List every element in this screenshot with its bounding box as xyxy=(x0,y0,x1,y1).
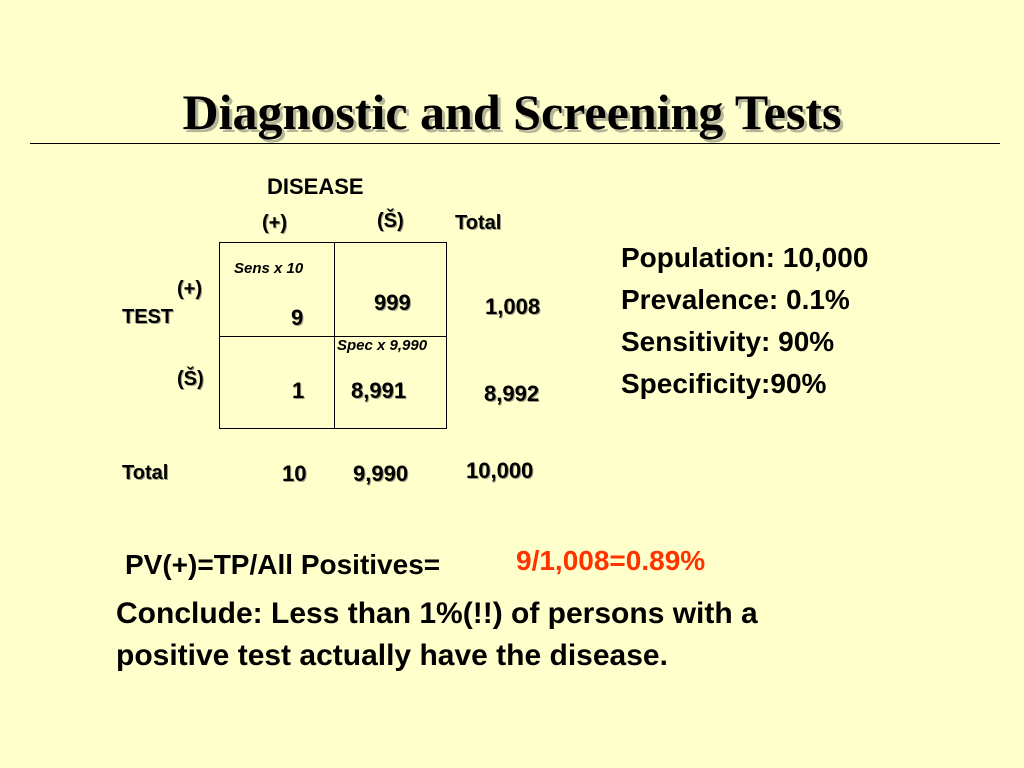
title-divider xyxy=(30,143,1000,144)
col-header-total: Total xyxy=(455,212,502,234)
grid-center-line xyxy=(334,242,335,429)
conclusion-text: Conclude: Less than 1%(!!) of persons with a positive test actually have the disease. xyxy=(116,597,758,672)
false-negative-cell: 1 xyxy=(292,378,305,403)
true-negative-cell: 8,991 xyxy=(351,378,407,403)
col-header-negative: (Š) xyxy=(377,210,404,232)
disease-header: DISEASE xyxy=(267,174,364,199)
specificity-stat: Specificity:90% xyxy=(621,368,827,399)
col-header-positive: (+) xyxy=(262,212,287,234)
positive-test-total: 1,008 xyxy=(485,294,541,319)
statistics-list xyxy=(621,237,868,405)
disease-negative-total: 9,990 xyxy=(353,461,409,486)
row-header-positive: (+) xyxy=(177,278,202,300)
pv-result: 9/1,008=0.89% xyxy=(516,545,706,576)
row-header-negative: (Š) xyxy=(177,368,204,390)
prevalence-stat: Prevalence: 0.1% xyxy=(621,284,850,315)
row-header-total: Total xyxy=(122,462,169,484)
true-positive-cell: 9 xyxy=(291,305,304,330)
pv-formula: PV(+)=TP/All Positives= xyxy=(125,549,441,580)
slide-title: Diagnostic and Screening Tests xyxy=(182,84,842,140)
sensitivity-stat: Sensitivity: 90% xyxy=(621,326,835,357)
population-stat: Population: 10,000 xyxy=(621,242,869,273)
disease-positive-total: 10 xyxy=(282,461,307,486)
grid-bottom-line xyxy=(219,428,447,429)
test-label: TEST xyxy=(122,306,174,328)
grid-top-line xyxy=(219,242,447,243)
false-positive-cell: 999 xyxy=(374,290,411,315)
sensitivity-note: Sens x 10 xyxy=(234,260,304,277)
negative-test-total: 8,992 xyxy=(484,381,540,406)
specificity-note: Spec x 9,990 xyxy=(337,337,428,354)
grid-right-line xyxy=(446,242,447,429)
grid-left-line xyxy=(219,242,220,429)
grand-total: 10,000 xyxy=(466,458,534,483)
